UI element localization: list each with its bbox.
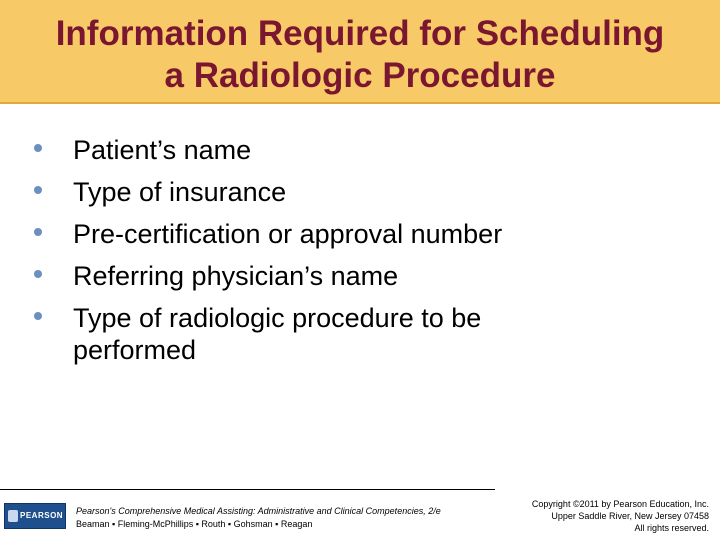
bullet-dot-icon bbox=[34, 144, 42, 152]
book-title: Pearson's Comprehensive Medical Assisting: Administrative and Clinical Competencies, 2/e bbox=[76, 506, 441, 516]
pearson-logo bbox=[4, 503, 66, 529]
copyright-line-3: All rights reserved. bbox=[634, 523, 709, 533]
bullet-text: Referring physician’s name bbox=[73, 261, 399, 291]
title-bar bbox=[0, 0, 720, 104]
footer-divider bbox=[0, 489, 495, 490]
copyright-notice bbox=[489, 498, 709, 534]
copyright-line-2: Upper Saddle River, New Jersey 07458 bbox=[551, 511, 709, 521]
bullet-dot-icon bbox=[34, 270, 42, 278]
pearson-logo-text: PEARSON bbox=[20, 511, 64, 520]
bullet-item bbox=[0, 258, 720, 298]
book-authors: Beaman ▪ Fleming-McPhillips ▪ Routh ▪ Gohsman ▪ Reagan bbox=[76, 519, 313, 529]
bullet-text: Type of radiologic procedure to be bbox=[73, 303, 482, 333]
copyright-line-1: Copyright ©2011 by Pearson Education, Inc. bbox=[531, 499, 709, 509]
slide-title-line-2: a Radiologic Procedure bbox=[164, 56, 556, 95]
pearson-mark-icon bbox=[8, 510, 18, 522]
slide-title-line-1: Information Required for Scheduling bbox=[55, 14, 665, 53]
bullet-text: Type of insurance bbox=[73, 177, 287, 207]
bullet-item bbox=[0, 174, 720, 214]
bullet-continuation: performed bbox=[73, 335, 197, 365]
bullet-item bbox=[0, 132, 720, 172]
bullet-item bbox=[0, 216, 720, 256]
bullet-dot-icon bbox=[34, 228, 42, 236]
bullet-dot-icon bbox=[34, 186, 42, 194]
bullet-text: Pre-certification or approval number bbox=[73, 219, 503, 249]
bullet-dot-icon bbox=[34, 312, 42, 320]
bullet-text: Patient’s name bbox=[73, 135, 252, 165]
